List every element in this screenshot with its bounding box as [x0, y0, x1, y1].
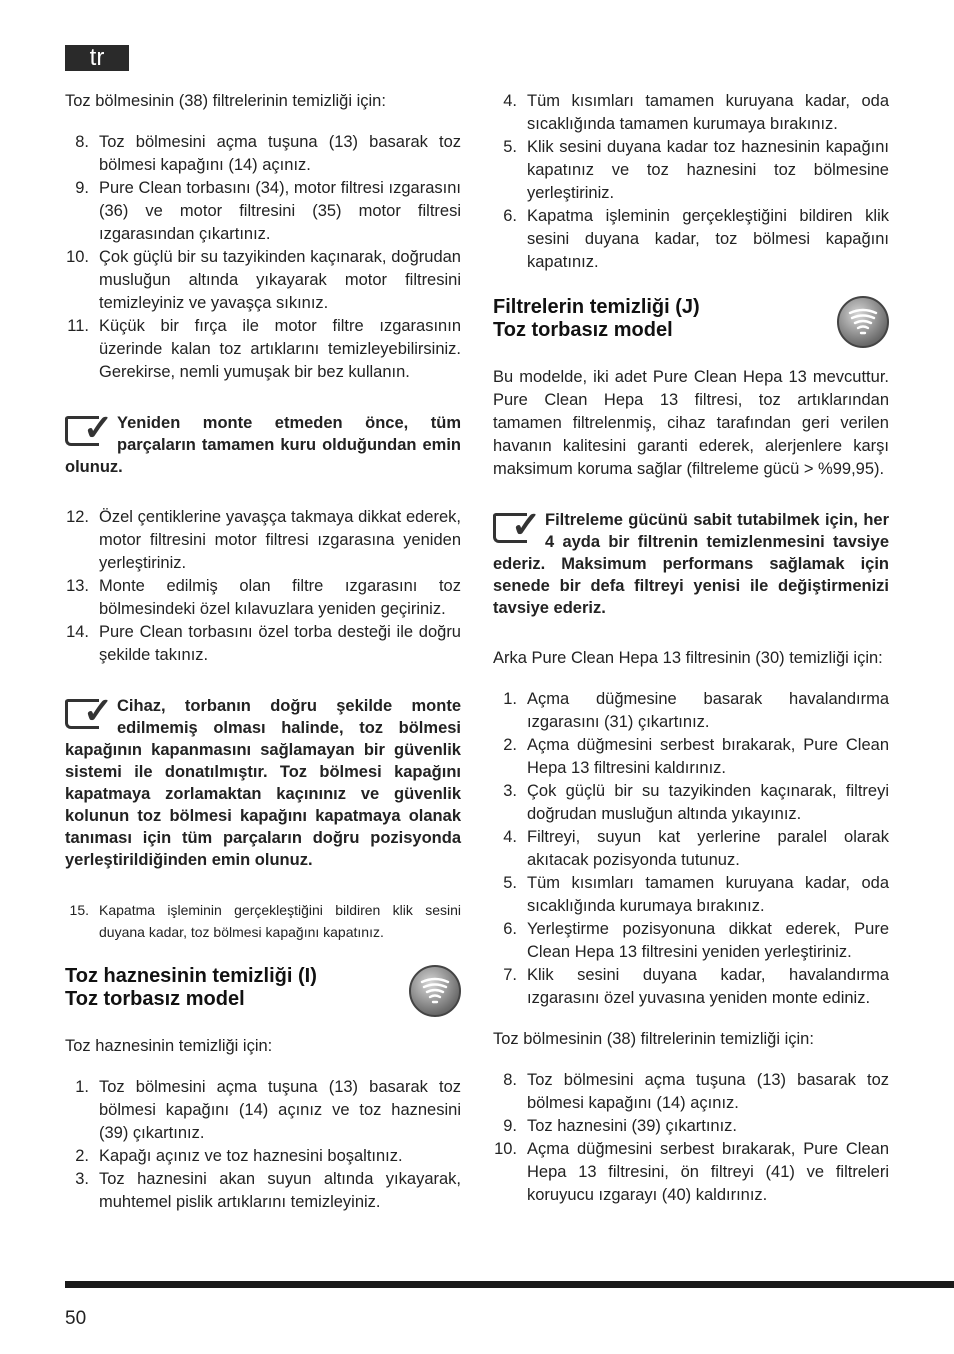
list-item: [65, 315, 461, 384]
section-intro: Toz bölmesinin (38) filtrelerinin temizliği için:: [493, 1030, 814, 1048]
list-item-text: Toz bölmesini açma tuşuna (13) basarak toz bölmesi kapağını (14) açınız.: [527, 1071, 889, 1112]
list-item-number: 10.: [66, 248, 89, 266]
list-item-number: 10.: [494, 1140, 517, 1158]
list-item-number: 8.: [75, 133, 89, 151]
left-column: [65, 90, 461, 1232]
list-item: [65, 131, 461, 177]
list-item-number: 5.: [503, 874, 517, 892]
list-item: [493, 872, 889, 918]
list-item-text: Kapağı açınız ve toz haznesini boşaltınız.: [99, 1147, 403, 1165]
list-item-text: Yerleştirme pozisyonuna dikkat ederek, Pure Clean Hepa 13 filtresini yeniden yerleştiriniz.: [527, 920, 889, 961]
cyclone-filter-icon: [409, 965, 461, 1017]
list-item-number: 1.: [503, 690, 517, 708]
list-item: [65, 1145, 461, 1168]
list-item-text: Monte edilmiş olan filtre ızgarasını toz bölmesindeki özel kılavuzlara yeniden geçiriniz.: [99, 577, 461, 618]
list-item-number: 3.: [503, 782, 517, 800]
list-item-text: Küçük bir fırça ile motor filtre ızgarasının üzerinde kalan toz artıklarını temizleyebilirsiniz. Gerekirse, nemli yumuşak bir bez kullanın.: [99, 317, 461, 381]
list-item: [493, 734, 889, 780]
step-list: [493, 1069, 889, 1207]
list-item-text: Çok güçlü bir su tazyikinden kaçınarak, doğrudan musluğun altında yıkayarak motor filtresini temizleyiniz ve yavaşça sıkınız.: [99, 248, 461, 312]
list-item-text: Tüm kısımları tamamen kuruyana kadar, oda sıcaklığında tamamen kurumaya bırakınız.: [527, 92, 889, 133]
checkmark-note-icon: ✓: [65, 412, 115, 454]
list-item-number: 13.: [66, 577, 89, 595]
list-item-text: Pure Clean torbasını (34), motor filtresi ızgarasını (36) ve motor filtresini (35) motor filtresi ızgarasından çıkartınız.: [99, 179, 461, 243]
list-item-text: Açma düğmesini serbest bırakarak, Pure Clean Hepa 13 filtresini kaldırınız.: [527, 736, 889, 777]
step-list: [65, 131, 461, 384]
list-item: [493, 205, 889, 274]
list-item-number: 15.: [69, 902, 89, 918]
list-item: [493, 1115, 889, 1138]
list-item: [65, 621, 461, 667]
list-item-number: 2.: [75, 1147, 89, 1165]
note-text: Yeniden monte etmeden önce, tüm parçaların tamamen kuru olduğundan emin olunuz.: [65, 414, 461, 476]
list-item-number: 12.: [66, 508, 89, 526]
list-item-number: 7.: [503, 966, 517, 984]
list-item-number: 5.: [503, 138, 517, 156]
list-item-number: 8.: [503, 1071, 517, 1089]
section-intro: Toz bölmesinin (38) filtrelerinin temizliği için:: [65, 92, 386, 110]
list-item-number: 1.: [75, 1078, 89, 1096]
list-item-text: Toz haznesini akan suyun altında yıkayarak, muhtemel pislik artıklarını temizleyiniz.: [99, 1170, 461, 1211]
list-item-text: Filtreyi, suyun kat yerlerine paralel olarak akıtacak pozisyonda tutunuz.: [527, 828, 889, 869]
list-item: [65, 575, 461, 621]
list-item-number: 9.: [75, 179, 89, 197]
list-item-text: Çok güçlü bir su tazyikinden kaçınarak, filtreyi doğrudan musluğun altında yıkayınız.: [527, 782, 889, 823]
list-item: [493, 780, 889, 826]
list-item-number: 4.: [503, 828, 517, 846]
list-item: [493, 688, 889, 734]
footer-divider: [65, 1281, 954, 1288]
list-item: [65, 246, 461, 315]
step-list: [65, 506, 461, 667]
list-item-number: 6.: [503, 920, 517, 938]
step-list: [65, 899, 461, 943]
warning-note: [65, 690, 461, 871]
list-item: [493, 918, 889, 964]
list-item-number: 11.: [67, 317, 89, 335]
checkmark-note-icon: ✓: [65, 695, 115, 737]
right-column: [493, 90, 889, 1225]
list-item-text: Kapatma işleminin gerçekleştiğini bildiren klik sesini duyana kadar, toz bölmesi kapağını kapatınız.: [527, 207, 889, 271]
list-item-text: Toz bölmesini açma tuşuna (13) basarak toz bölmesi kapağını (14) açınız.: [99, 133, 461, 174]
list-item-number: 3.: [75, 1170, 89, 1188]
language-tab: tr: [65, 45, 129, 71]
list-item: [493, 1069, 889, 1115]
list-item-text: Açma düğmesine basarak havalandırma ızgarasını (31) çıkartınız.: [527, 690, 889, 731]
list-item: [493, 826, 889, 872]
list-item-number: 6.: [503, 207, 517, 225]
list-item: [493, 964, 889, 1010]
list-item-text: Özel çentiklerine yavaşça takmaya dikkat ederek, motor filtresini motor filtresi ızgarasına yeniden yerleştiriniz.: [99, 508, 461, 572]
list-item: [65, 506, 461, 575]
section-intro: Toz haznesinin temizliği için:: [65, 1037, 273, 1055]
list-item: [65, 1168, 461, 1214]
note-text: Filtreleme gücünü sabit tutabilmek için, her 4 ayda bir filtrenin temizlenmesini tavsiye ederiz. Maksimum performans sağlamak için senede bir defa filtreyi yenisi ile değiştirmenizi tavsiye ederiz.: [493, 511, 889, 617]
list-item-text: Tüm kısımları tamamen kuruyana kadar, oda sıcaklığında kurumaya bırakınız.: [527, 874, 889, 915]
list-item-number: 2.: [503, 736, 517, 754]
list-item-number: 14.: [66, 623, 89, 641]
section-heading: [493, 296, 889, 348]
step-list: [493, 688, 889, 1010]
list-item: [493, 1138, 889, 1207]
list-item-text: Kapatma işleminin gerçekleştiğini bildiren klik sesini duyana kadar, toz bölmesi kapağını kapatınız.: [99, 902, 461, 940]
heading-text: Filtrelerin temizliği (J) Toz torbasız model: [493, 296, 700, 341]
checkmark-note-icon: ✓: [493, 509, 543, 551]
cyclone-filter-icon: [837, 296, 889, 348]
list-item-number: 4.: [503, 92, 517, 110]
list-item-text: Klik sesini duyana kadar toz haznesinin kapağını kapatınız ve toz haznesini toz bölmesine yerleştiriniz.: [527, 138, 889, 202]
heading-text: Toz haznesinin temizliği (I) Toz torbasız model: [65, 965, 317, 1010]
list-item: [493, 136, 889, 205]
list-item: [493, 90, 889, 136]
body-paragraph: Bu modelde, iki adet Pure Clean Hepa 13 mevcuttur. Pure Clean Hepa 13 filtresi, toz artıklarından tamamen filtrelenmiş, cihaz tarafından geri verilen havanın kalitesini garanti ederek, alerjenlere karşı maksimum koruma sağlar (filtreleme gücü > %99,95).: [493, 368, 889, 478]
page-number: 50: [65, 1308, 87, 1329]
warning-note: [493, 504, 889, 619]
list-item: [65, 1076, 461, 1145]
warning-note: [65, 407, 461, 478]
list-item-text: Açma düğmesini serbest bırakarak, Pure Clean Hepa 13 filtresini, ön filtreyi (41) ve filtreleri koruyucu ızgarayı (40) kaldırınız.: [527, 1140, 889, 1204]
list-item-number: 9.: [503, 1117, 517, 1135]
list-item-text: Toz haznesini (39) çıkartınız.: [527, 1117, 738, 1135]
list-item-text: Klik sesini duyana kadar, havalandırma ızgarasını özel yuvasına yeniden monte ediniz.: [527, 966, 889, 1007]
list-item: [65, 177, 461, 246]
list-item: [65, 899, 461, 943]
note-text: Cihaz, torbanın doğru şekilde monte edilmemiş olması halinde, toz bölmesi kapağının kapanmasını sağlamayan bir güvenlik sistemi ile donatılmıştır. Toz bölmesi kapağını kapatmaya zorlamaktan kaçınınız ve güvenlik kolunun toz bölmesi kapağını kapatmaya olanak tanıması için tüm parçaların doğru pozisyonda yerleştirildiğinden emin olunuz.: [65, 697, 461, 869]
section-heading: [65, 965, 461, 1017]
list-item-text: Pure Clean torbasını özel torba desteği ile doğru şekilde takınız.: [99, 623, 461, 664]
section-intro: Arka Pure Clean Hepa 13 filtresinin (30) temizliği için:: [493, 649, 883, 667]
list-item-text: Toz bölmesini açma tuşuna (13) basarak toz bölmesi kapağını (14) açınız ve toz haznesini (39) çıkartınız.: [99, 1078, 461, 1142]
step-list: [493, 90, 889, 274]
step-list: [65, 1076, 461, 1214]
